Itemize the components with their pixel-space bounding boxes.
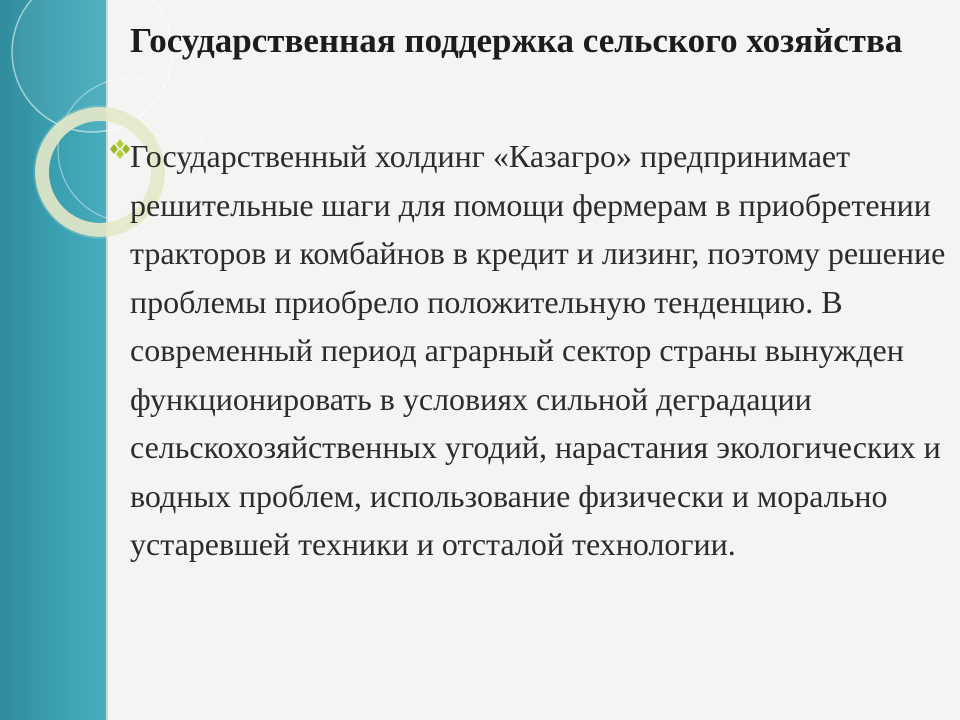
body-text: Государственный холдинг «Казагро» предпринимает решительные шаги для помощи фермерам в приобретении тракторов и комбайнов в кредит и лизинг, поэтому решение проблемы приобрело положительную тенденцию. В современный период аграрный сектор страны вынужден функционировать в условиях сильной деградации сельскохозяйственных угодий, нарастания экологических и водных проблем, использование физически и морально устаревшей техники и отсталой технологии. <box>130 138 946 562</box>
slide-title: Государственная поддержка сельского хозяйства <box>130 21 903 60</box>
bullet-block <box>110 132 950 569</box>
diamond-bullet-icon <box>110 138 130 160</box>
